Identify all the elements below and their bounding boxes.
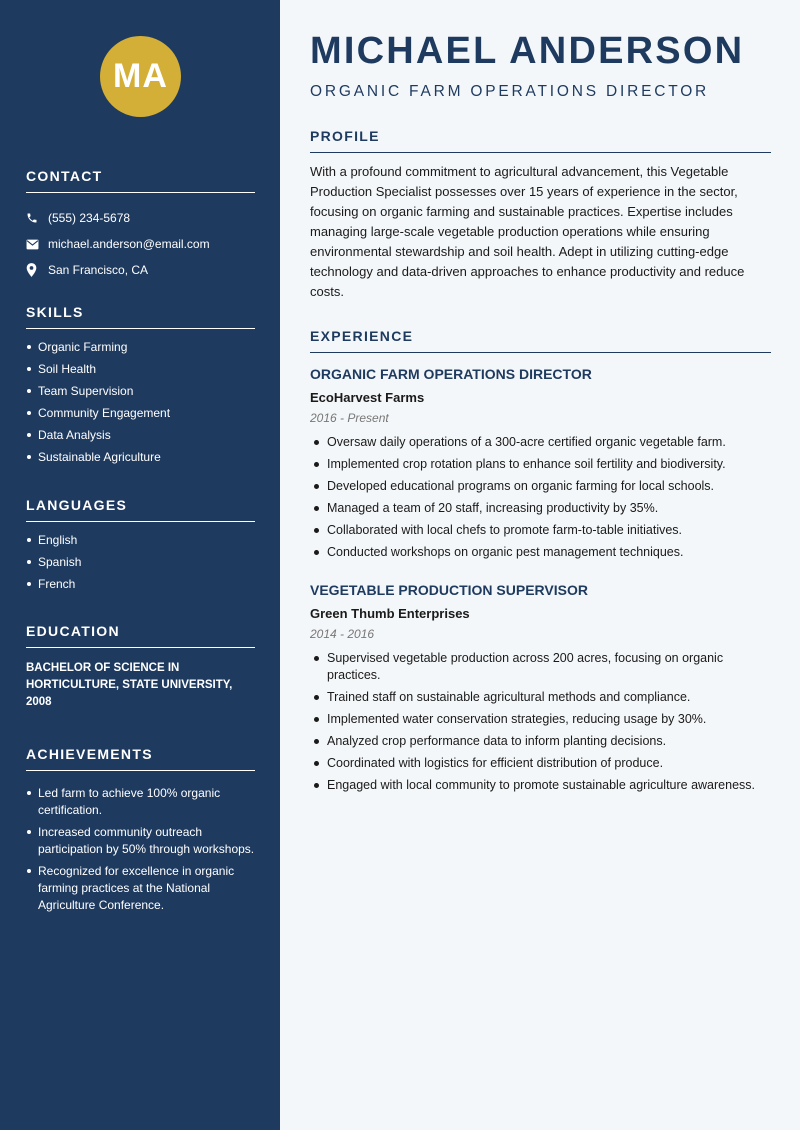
job-title: VEGETABLE PRODUCTION SUPERVISOR bbox=[310, 582, 588, 598]
job-bullet: Coordinated with logistics for efficient distribution of produce. bbox=[310, 755, 771, 772]
contact-section bbox=[26, 168, 255, 283]
job-bullet: Implemented crop rotation plans to enhance soil fertility and biodiversity. bbox=[310, 456, 771, 473]
achievement-item: Recognized for excellence in organic farming practices at the National Agriculture Conference. bbox=[26, 863, 255, 914]
profile-text: With a profound commitment to agricultural advancement, this Vegetable Production Specialist possesses over 15 years of experience in the sector, focusing on organic farming and sustainable practices. Expertise includes managing large-scale vegetable production operations while ensuring environmental stewardship and soil health. Adept in utilizing cutting-edge technology and data-driven approaches to enhance productivity and reduce costs. bbox=[310, 164, 745, 299]
skills-list bbox=[26, 339, 255, 465]
job-title: ORGANIC FARM OPERATIONS DIRECTOR bbox=[310, 366, 592, 382]
experience-section bbox=[310, 328, 771, 353]
job-headline: ORGANIC FARM OPERATIONS DIRECTOR bbox=[310, 83, 710, 100]
job-bullet: Oversaw daily operations of a 300-acre certified organic vegetable farm. bbox=[310, 434, 771, 451]
job-bullet: Developed educational programs on organic farming for local schools. bbox=[310, 478, 771, 495]
languages-section bbox=[26, 497, 255, 598]
skill-item: Organic Farming bbox=[26, 339, 255, 355]
job-dates: 2016 - Present bbox=[310, 411, 389, 425]
skills-section bbox=[26, 304, 255, 471]
location-text: San Francisco, CA bbox=[48, 263, 149, 277]
contact-location bbox=[26, 257, 255, 283]
job-entry bbox=[310, 582, 771, 799]
job-bullet: Supervised vegetable production across 200 acres, focusing on organic practices. bbox=[310, 650, 771, 684]
job-entry bbox=[310, 366, 771, 566]
profile-section bbox=[310, 128, 771, 302]
avatar: MA bbox=[100, 36, 181, 117]
contact-phone bbox=[26, 205, 255, 231]
job-bullets bbox=[310, 650, 771, 794]
skill-item: Community Engagement bbox=[26, 405, 255, 421]
education-section bbox=[26, 623, 255, 711]
achievement-item: Led farm to achieve 100% organic certification. bbox=[26, 785, 255, 819]
skill-item: Sustainable Agriculture bbox=[26, 449, 255, 465]
contact-email bbox=[26, 231, 255, 257]
skill-item: Soil Health bbox=[26, 361, 255, 377]
achievements-heading: ACHIEVEMENTS bbox=[26, 746, 255, 771]
email-text: michael.anderson@email.com bbox=[48, 237, 210, 251]
languages-list bbox=[26, 532, 255, 592]
skills-heading: SKILLS bbox=[26, 304, 255, 329]
skill-item: Data Analysis bbox=[26, 427, 255, 443]
job-bullet: Engaged with local community to promote sustainable agriculture awareness. bbox=[310, 777, 771, 794]
job-bullets bbox=[310, 434, 771, 561]
education-heading: EDUCATION bbox=[26, 623, 255, 648]
job-company: Green Thumb Enterprises bbox=[310, 606, 470, 621]
mail-icon bbox=[26, 239, 48, 250]
contact-heading: CONTACT bbox=[26, 168, 255, 193]
job-bullet: Trained staff on sustainable agricultural methods and compliance. bbox=[310, 689, 771, 706]
achievement-item: Increased community outreach participation by 50% through workshops. bbox=[26, 824, 255, 858]
sidebar bbox=[0, 0, 280, 1130]
language-item: French bbox=[26, 576, 255, 592]
job-dates: 2014 - 2016 bbox=[310, 627, 375, 641]
languages-heading: LANGUAGES bbox=[26, 497, 255, 522]
contact-list bbox=[26, 205, 255, 283]
person-name: MICHAEL ANDERSON bbox=[310, 30, 745, 72]
language-item: English bbox=[26, 532, 255, 548]
job-company: EcoHarvest Farms bbox=[310, 390, 425, 405]
experience-heading: EXPERIENCE bbox=[310, 328, 771, 353]
job-bullet: Managed a team of 20 staff, increasing productivity by 35%. bbox=[310, 500, 771, 517]
job-bullet: Collaborated with local chefs to promote farm-to-table initiatives. bbox=[310, 522, 771, 539]
job-bullet: Analyzed crop performance data to inform planting decisions. bbox=[310, 733, 771, 750]
job-bullet: Implemented water conservation strategies, reducing usage by 30%. bbox=[310, 711, 771, 728]
phone-text: (555) 234-5678 bbox=[48, 211, 131, 225]
achievements-list bbox=[26, 785, 255, 914]
language-item: Spanish bbox=[26, 554, 255, 570]
location-pin-icon bbox=[26, 263, 48, 277]
job-bullet: Conducted workshops on organic pest management techniques. bbox=[310, 544, 771, 561]
achievements-section bbox=[26, 746, 255, 919]
profile-heading: PROFILE bbox=[310, 128, 771, 153]
phone-icon bbox=[26, 212, 48, 224]
skill-item: Team Supervision bbox=[26, 383, 255, 399]
education-degree: BACHELOR OF SCIENCE IN HORTICULTURE, STATE UNIVERSITY, 2008 bbox=[26, 662, 233, 708]
